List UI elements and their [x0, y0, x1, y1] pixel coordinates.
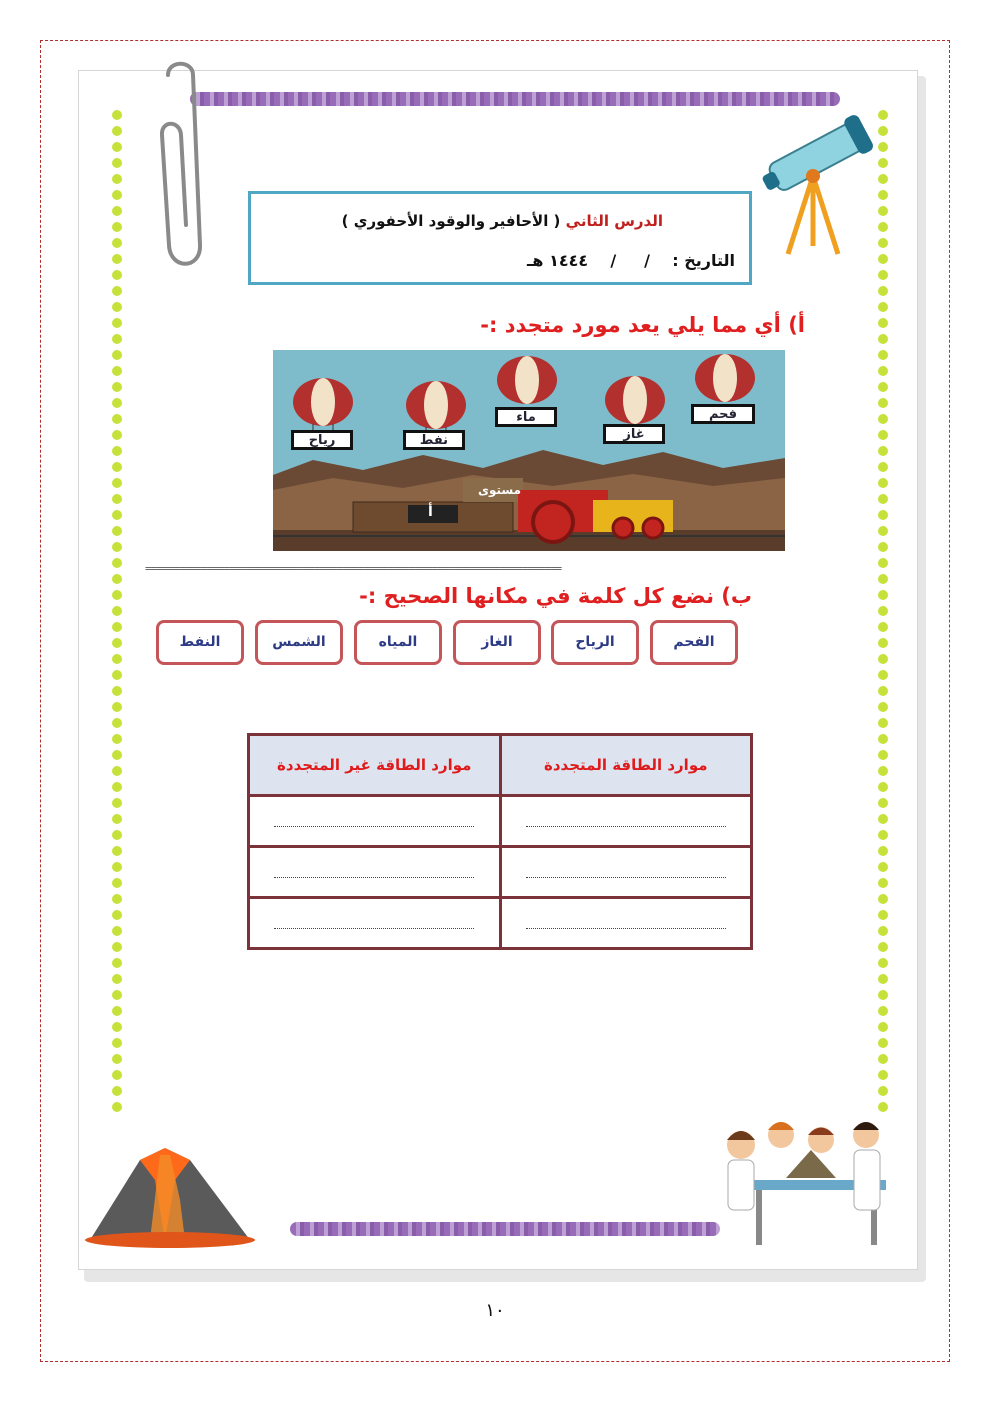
border-dot	[878, 814, 888, 824]
border-dot	[112, 798, 122, 808]
border-dot	[878, 654, 888, 664]
word-chip-water[interactable]: المياه	[354, 620, 442, 665]
border-dot	[878, 462, 888, 472]
page-number: ١٠	[485, 1300, 505, 1321]
train-level-text: مستوى	[478, 483, 522, 497]
border-dot	[878, 1054, 888, 1064]
border-dot	[112, 238, 122, 248]
border-dot	[112, 990, 122, 1000]
border-dot	[112, 1086, 122, 1096]
nonrenewable-answer-cell[interactable]	[249, 796, 501, 847]
border-dot	[112, 254, 122, 264]
border-dot	[112, 398, 122, 408]
border-dot	[112, 174, 122, 184]
answer-line	[526, 914, 726, 929]
border-dot	[878, 990, 888, 1000]
section-separator: ==========================================================================	[145, 562, 562, 575]
border-dot	[112, 782, 122, 792]
volcano-icon	[80, 1140, 260, 1250]
border-dot	[112, 590, 122, 600]
border-dot	[878, 830, 888, 840]
word-chip-oil[interactable]: النفط	[156, 620, 244, 665]
border-dot	[878, 478, 888, 488]
border-dot	[878, 894, 888, 904]
border-dot	[112, 350, 122, 360]
border-dot	[878, 286, 888, 296]
renewable-answer-cell[interactable]	[500, 898, 752, 949]
border-dot	[878, 766, 888, 776]
border-dot	[878, 190, 888, 200]
border-dot	[112, 510, 122, 520]
border-dot	[112, 1070, 122, 1080]
border-dot	[112, 606, 122, 616]
word-chip-sun[interactable]: الشمس	[255, 620, 343, 665]
answer-line	[274, 812, 474, 827]
border-dot	[112, 958, 122, 968]
border-dot	[878, 958, 888, 968]
border-dot	[112, 478, 122, 488]
lesson-title	[342, 212, 663, 230]
border-dot	[878, 862, 888, 872]
border-dot	[878, 174, 888, 184]
nonrenewable-answer-cell[interactable]	[249, 847, 501, 898]
border-dot	[112, 718, 122, 728]
border-dot	[112, 846, 122, 856]
border-dot	[878, 382, 888, 392]
border-dot	[878, 974, 888, 984]
border-dot	[878, 526, 888, 536]
border-dot	[112, 622, 122, 632]
border-dot	[878, 238, 888, 248]
border-dot	[878, 590, 888, 600]
border-dot	[878, 750, 888, 760]
border-dot	[878, 302, 888, 312]
border-dot	[878, 574, 888, 584]
lesson-number: الدرس الثاني	[565, 212, 663, 230]
question-b: ب) نضع كل كلمة في مكانها الصحيح :-	[359, 584, 752, 608]
border-dot	[878, 638, 888, 648]
word-chip-gas[interactable]: الغاز	[453, 620, 541, 665]
border-dot	[112, 270, 122, 280]
border-dot	[878, 606, 888, 616]
border-dot	[878, 158, 888, 168]
border-dot	[878, 318, 888, 328]
border-dot	[112, 462, 122, 472]
balloon-label-wind[interactable]: رياح	[291, 430, 353, 450]
paperclip-icon	[148, 55, 218, 275]
border-dot	[112, 366, 122, 376]
border-dot	[878, 942, 888, 952]
word-chip-coal[interactable]: الفحم	[650, 620, 738, 665]
answer-line	[526, 812, 726, 827]
border-dot	[112, 110, 122, 120]
border-dot	[112, 814, 122, 824]
border-dot	[112, 702, 122, 712]
border-dot	[878, 430, 888, 440]
border-dot	[878, 1038, 888, 1048]
bottom-brush-stroke	[290, 1222, 720, 1236]
scene-art	[273, 350, 785, 551]
border-dot	[112, 1038, 122, 1048]
lesson-topic: ( الأحافير والوقود الأحفوري )	[341, 212, 561, 230]
balloon-label-gas[interactable]: غاز	[603, 424, 665, 444]
border-dot	[112, 334, 122, 344]
balloon-label-coal[interactable]: فحم	[691, 404, 755, 424]
border-dot	[112, 158, 122, 168]
date-slashes: / /	[610, 251, 650, 270]
border-dot	[112, 734, 122, 744]
table-row	[249, 847, 752, 898]
border-dot	[112, 942, 122, 952]
word-chip-wind[interactable]: الرياح	[551, 620, 639, 665]
border-dot	[878, 558, 888, 568]
border-dot	[112, 574, 122, 584]
renewable-answer-cell[interactable]	[500, 847, 752, 898]
border-dot	[878, 1006, 888, 1016]
border-dot	[878, 350, 888, 360]
border-dot	[112, 862, 122, 872]
answer-line	[526, 863, 726, 878]
border-dot	[112, 494, 122, 504]
kids-lab-illustration	[716, 1120, 906, 1250]
border-dot	[878, 110, 888, 120]
border-dot	[878, 254, 888, 264]
date-line	[527, 251, 735, 270]
border-dot	[112, 670, 122, 680]
border-dot	[878, 910, 888, 920]
border-dot	[112, 206, 122, 216]
date-label: التاريخ :	[672, 251, 735, 270]
border-dot	[878, 622, 888, 632]
hijri-year: ١٤٤٤ هـ	[526, 251, 589, 270]
border-dot	[878, 846, 888, 856]
border-dot	[112, 974, 122, 984]
border-dot	[878, 1070, 888, 1080]
border-dot	[878, 1086, 888, 1096]
question-a: أ) أي مما يلي يعد مورد متجدد :-	[480, 313, 805, 337]
border-dot	[112, 190, 122, 200]
border-dot	[878, 1022, 888, 1032]
table-row	[249, 898, 752, 949]
border-dot	[878, 366, 888, 376]
border-dot	[112, 638, 122, 648]
border-dot	[878, 206, 888, 216]
renewable-header: موارد الطاقة المتجددة	[500, 735, 752, 796]
border-dot	[112, 830, 122, 840]
border-dot	[878, 1102, 888, 1112]
balloon-label-water[interactable]: ماء	[495, 407, 557, 427]
border-dot	[112, 1022, 122, 1032]
border-dot	[112, 878, 122, 888]
border-dot	[878, 782, 888, 792]
border-dot	[112, 302, 122, 312]
border-dot	[878, 414, 888, 424]
border-dot	[878, 494, 888, 504]
border-dot	[112, 558, 122, 568]
top-brush-stroke	[190, 92, 840, 106]
border-dot	[878, 878, 888, 888]
border-dot	[112, 1054, 122, 1064]
border-dot	[878, 446, 888, 456]
border-dot	[112, 686, 122, 696]
table-header-row	[249, 735, 752, 796]
border-dot	[878, 222, 888, 232]
answer-line	[274, 863, 474, 878]
border-dot	[112, 750, 122, 760]
border-dot	[878, 686, 888, 696]
right-dot-border	[874, 110, 892, 1118]
border-dot	[112, 1006, 122, 1016]
energy-resources-table	[247, 733, 753, 950]
border-dot	[112, 414, 122, 424]
border-dot	[112, 142, 122, 152]
border-dot	[878, 670, 888, 680]
border-dot	[112, 542, 122, 552]
border-dot	[112, 318, 122, 328]
train-answer-sign: أ	[428, 504, 433, 520]
balloon-train-illustration	[273, 350, 785, 551]
border-dot	[878, 798, 888, 808]
border-dot	[112, 654, 122, 664]
border-dot	[878, 702, 888, 712]
border-dot	[878, 734, 888, 744]
renewable-answer-cell[interactable]	[500, 796, 752, 847]
lesson-title-box	[248, 191, 752, 285]
border-dot	[112, 526, 122, 536]
border-dot	[112, 910, 122, 920]
border-dot	[878, 510, 888, 520]
balloon-label-oil[interactable]: نفط	[403, 430, 465, 450]
border-dot	[112, 126, 122, 136]
border-dot	[112, 894, 122, 904]
border-dot	[112, 766, 122, 776]
border-dot	[112, 222, 122, 232]
left-dot-border	[108, 110, 126, 1118]
border-dot	[878, 398, 888, 408]
border-dot	[878, 334, 888, 344]
telescope-icon	[748, 96, 878, 261]
border-dot	[878, 270, 888, 280]
border-dot	[878, 718, 888, 728]
border-dot	[112, 446, 122, 456]
border-dot	[112, 286, 122, 296]
border-dot	[112, 430, 122, 440]
border-dot	[878, 542, 888, 552]
border-dot	[878, 142, 888, 152]
border-dot	[112, 926, 122, 936]
answer-line	[274, 914, 474, 929]
border-dot	[878, 126, 888, 136]
table-row	[249, 796, 752, 847]
nonrenewable-answer-cell[interactable]	[249, 898, 501, 949]
border-dot	[112, 1102, 122, 1112]
nonrenewable-header: موارد الطاقة غير المتجددة	[249, 735, 501, 796]
border-dot	[112, 382, 122, 392]
border-dot	[878, 926, 888, 936]
